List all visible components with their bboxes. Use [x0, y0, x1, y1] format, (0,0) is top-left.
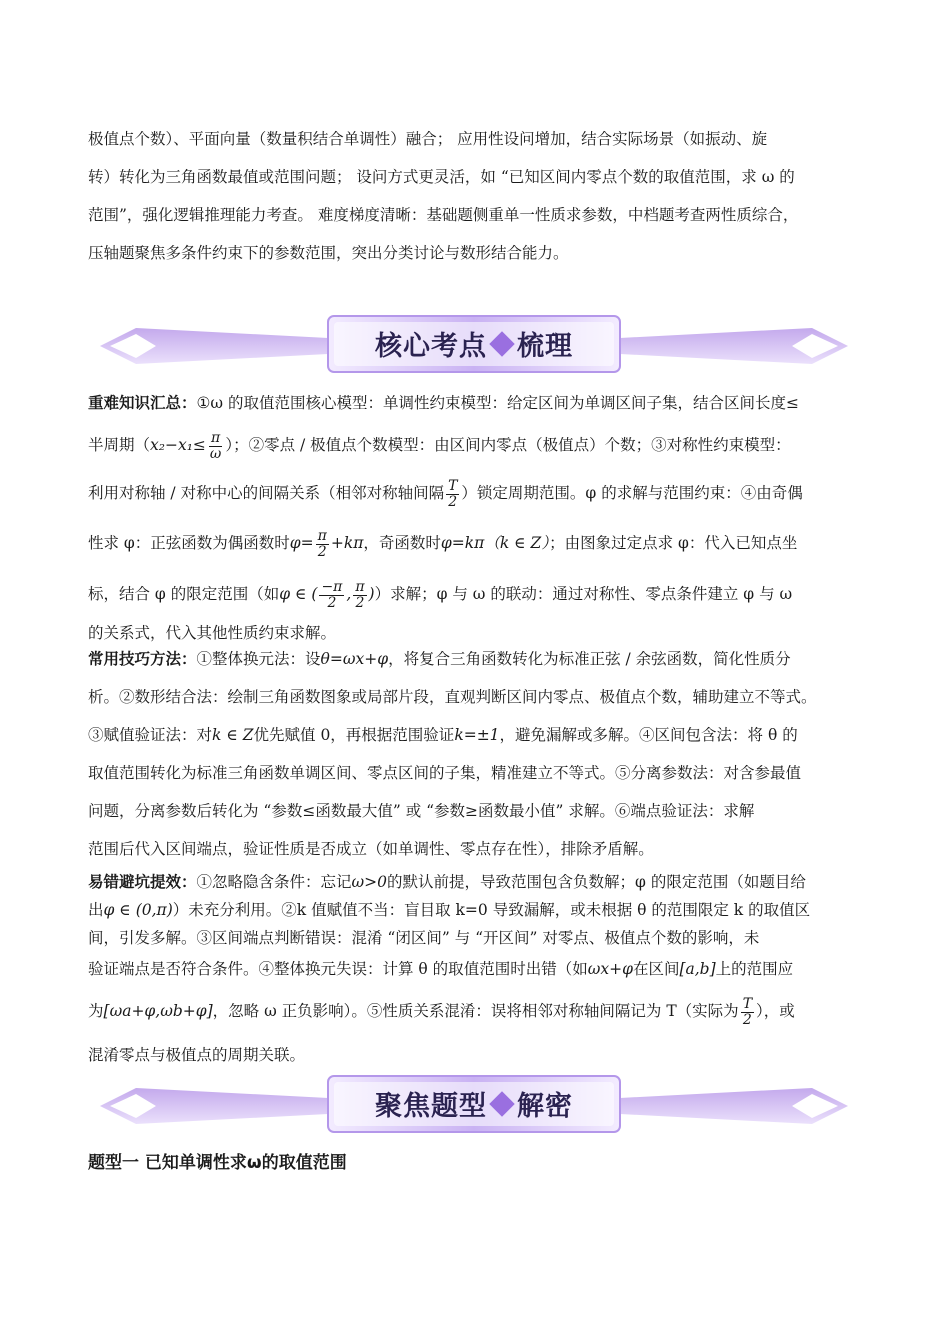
pitfalls-line: 混淆零点与极值点的周期关联。	[88, 1046, 306, 1064]
knowledge-line: 标，结合 φ 的限定范围（如φ ∈ ( $\frac{-\pi}{2}$ , $\frac{\pi}{2}$ )）求解；φ 与 ω 的联动：通过对称性、零点条件建立 φ 与 ω	[88, 578, 793, 611]
techniques-section	[88, 640, 864, 868]
pitfalls-line: 易错避坑提效：①忽略隐含条件：忘记ω>0的默认前提，导致范围包含负数解；φ 的限定范围（如题目给	[88, 873, 806, 891]
techniques-line: 范围后代入区间端点，验证性质是否成立（如单调性、零点存在性），排除矛盾解。	[88, 840, 654, 858]
knowledge-label: 重难知识汇总：	[88, 394, 197, 412]
techniques-label: 常用技巧方法：	[88, 650, 197, 668]
banner-title-right: 解密	[517, 1091, 573, 1122]
pitfalls-line: 出φ ∈ (0,π)）未充分利用。②k 值赋值不当：盲目取 k=0 导致漏解，或未根据 θ 的范围限定 k 的取值区	[88, 901, 811, 919]
knowledge-summary	[88, 384, 864, 646]
intro-paragraph	[88, 120, 864, 272]
section-banner-types	[96, 1070, 852, 1140]
question-type-heading: 题型一 已知单调性求ω的取值范围	[88, 1153, 347, 1173]
diamond-icon	[489, 331, 514, 356]
banner-title-left: 核心考点	[375, 331, 487, 362]
fraction-T-over-2: $\frac{T}{2}$	[448, 477, 458, 510]
intro-line: 转）转化为三角函数最值或范围问题； 设问方式更灵活，如 “已知区间内零点个数的取值范围，求 ω 的	[88, 168, 795, 186]
fraction-pi-over-2: $\frac{\pi}{2}$	[317, 527, 327, 560]
pitfalls-section	[88, 868, 864, 1074]
pitfalls-line: 为[ωa+φ,ωb+φ]，忽略 ω 正负影响）。⑤性质关系混淆：误将相邻对称轴间隔记为 T（实际为 $\frac{T}{2}$ ），或	[88, 995, 795, 1028]
section-banner-core	[96, 310, 852, 380]
knowledge-line: 的关系式，代入其他性质约束求解。	[88, 624, 337, 642]
fraction-pi-over-2: $\frac{\pi}{2}$	[355, 578, 365, 611]
pitfalls-line: 验证端点是否符合条件。④整体换元失误：计算 θ 的取值范围时出错（如ωx+φ在区间[a,b]上的范围应	[88, 960, 794, 978]
intro-line: 压轴题聚焦多条件约束下的参数范围，突出分类讨论与数形结合能力。	[88, 244, 569, 262]
techniques-line: 常用技巧方法：①整体换元法：设θ=ωx+φ，将复合三角函数转化为标准正弦 / 余弦函数，简化性质分	[88, 650, 791, 668]
techniques-line: 取值范围转化为标准三角函数单调区间、零点区间的子集，精准建立不等式。⑤分离参数法：对含参最值	[88, 764, 802, 782]
diamond-icon	[489, 1091, 514, 1116]
pitfalls-label: 易错避坑提效：	[88, 873, 197, 891]
pitfalls-line: 间，引发多解。③区间端点判断错误：混淆 “闭区间” 与 “开区间” 对零点、极值点个数的影响，未	[88, 929, 760, 947]
techniques-line: 析。②数形结合法：绘制三角函数图象或局部片段，直观判断区间内零点、极值点个数，辅助建立不等式。	[88, 688, 817, 706]
fraction-T-over-2: $\frac{T}{2}$	[742, 995, 753, 1028]
techniques-line: 问题，分离参数后转化为 “参数≤函数最大值” 或 “参数≥函数最小值” 求解。⑥端点验证法：求解	[88, 802, 755, 820]
knowledge-line: 利用对称轴 / 对称中心的间隔关系（相邻对称轴间隔 $\frac{T}{2}$ ）锁定周期范围。φ 的求解与范围约束：④由奇偶	[88, 477, 803, 510]
banner-title	[96, 1084, 852, 1123]
banner-title-left: 聚焦题型	[375, 1091, 487, 1122]
techniques-line: ③赋值验证法：对k ∈ Z优先赋值 0，再根据范围验证k=±1，避免漏解或多解。④区间包含法：将 θ 的	[88, 726, 798, 744]
banner-title-right: 梳理	[517, 331, 573, 362]
knowledge-line: 重难知识汇总：①ω 的取值范围核心模型：单调性约束模型：给定区间为单调区间子集，结合区间长度≤	[88, 394, 799, 412]
intro-line: 范围”，强化逻辑推理能力考查。 难度梯度清晰：基础题侧重单一性质求参数，中档题考查两性质综合，	[88, 206, 799, 224]
knowledge-line: 半周期（x₂−x₁≤ $\frac{\pi}{\omega}$ ）；②零点 / 极值点个数模型：由区间内零点（极值点）个数；③对称性约束模型：	[88, 429, 791, 462]
fraction-pi-over-omega: $\frac{\pi}{\omega}$	[209, 429, 222, 462]
intro-line: 极值点个数）、平面向量（数量积结合单调性）融合； 应用性设问增加，结合实际场景（如振动、旋	[88, 130, 768, 148]
fraction-neg-pi-over-2: $\frac{-\pi}{2}$	[321, 578, 343, 611]
banner-title	[96, 324, 852, 363]
knowledge-line: 性求 φ：正弦函数为偶函数时φ= $\frac{\pi}{2}$ +kπ，奇函数时φ=kπ（k ∈ Z）；由图象过定点求 φ：代入已知点坐	[88, 527, 798, 560]
